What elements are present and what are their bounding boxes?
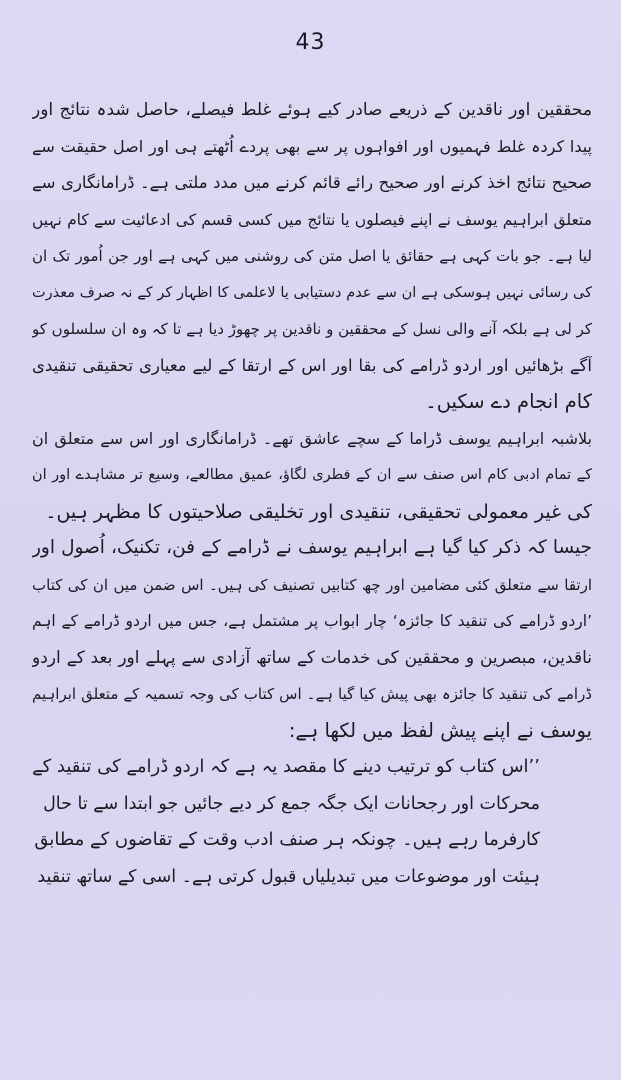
text-line: کی رسائی نہیں ہوسکی ہے ان سے عدم دستیابی یا لاعلمی کا اظہار کر کے نہ صرف معذرت <box>32 284 592 301</box>
text-line: ناقدین، مبصرین و محققین کی خدمات کے ساتھ آزادی سے پہلے اور بعد کے اردو <box>32 647 592 668</box>
page-number: 43 <box>295 30 326 55</box>
body-text <box>32 92 592 895</box>
text-line: ارتقا سے متعلق کئی مضامین اور چھ کتابیں تصنیف کی ہیں۔ اس ضمن میں ان کی کتاب <box>32 575 592 594</box>
text-line: متعلق ابراہیم یوسف نے اپنے فیصلوں یا نتائج میں کسی قسم کی ادعائیت سے کام نہیں <box>32 210 592 229</box>
text-line: یوسف نے اپنے پیش لفظ میں لکھا ہے: <box>288 718 592 742</box>
text-line: لیا ہے۔ جو بات کہی ہے حقائق یا اصل متن کی روشنی میں کہی ہے اور جن اُمور تک ان <box>32 247 592 265</box>
quote-line: ’’اس کتاب کو ترتیب دینے کا مقصد یہ ہے کہ اردو ڈرامے کی تنقید کے <box>32 756 540 777</box>
text-line: پیدا کردہ غلط فہمیوں اور افواہوں پر سے بھی پردے اُٹھتے ہی اور اصل حقیقت سے <box>32 136 592 156</box>
text-line: کر لی ہے بلکہ آنے والی نسل کے محققین و ناقدین پر چھوڑ دیا ہے تا کہ وہ ان سلسلوں کو <box>32 320 592 338</box>
text-line: ڈرامے کی تنقید کا جائزہ بھی پیش کیا گیا ہے۔ اس کتاب کی وجہ تسمیہ کے متعلق ابراہیم <box>32 685 592 703</box>
text-line: صحیح نتائج اخذ کرنے اور صحیح رائے قائم کرنے میں مدد ملتی ہے۔ ڈرامانگاری سے <box>32 173 592 192</box>
text-line: کی غیر معمولی تحقیقی، تنقیدی اور تخلیقی صلاحیتوں کا مظہر ہیں۔ <box>45 500 592 523</box>
text-line: جیسا کہ ذکر کیا گیا ہے ابراہیم یوسف نے ڈرامے کے فن، تکنیک، اُصول اور <box>32 537 592 558</box>
text-line: بلاشبہ ابراہیم یوسف ڈراما کے سچے عاشق تھے۔ ڈرامانگاری اور اس سے متعلق ان <box>32 428 592 448</box>
text-line: کے تمام ادبی کام اس صنف سے ان کے فطری لگاؤ، عمیق مطالعے، وسیع تر مشاہدے اور ان <box>32 467 592 483</box>
text-line: محققین اور ناقدین کے ذریعے صادر کیے ہوئے غلط فیصلے، حاصل شدہ نتائج اور <box>32 100 592 120</box>
quote-line: کارفرما رہے ہیں۔ چونکہ ہر صنف ادب وقت کے تقاضوں کے مطابق <box>34 829 540 850</box>
quote-line: ہیئت اور موضوعات میں تبدیلیاں قبول کرتی ہے۔ اسی کے ساتھ تنقید <box>37 866 540 887</box>
text-line: ’اردو ڈرامے کی تنقید کا جائزہ‘ چار ابواب پر مشتمل ہے، جس میں اردو ڈرامے کے اہم <box>32 612 592 630</box>
text-line: آگے بڑھائیں اور اردو ڈرامے کی بقا اور اس کے ارتقا کے لیے معیاری تحقیقی تنقیدی <box>32 355 592 375</box>
text-line: کام انجام دے سکیں۔ <box>425 390 592 413</box>
quote-line: محرکات اور رجحانات ایک جگہ جمع کر دیے جائیں جو ابتدا سے تا حال <box>43 793 540 814</box>
